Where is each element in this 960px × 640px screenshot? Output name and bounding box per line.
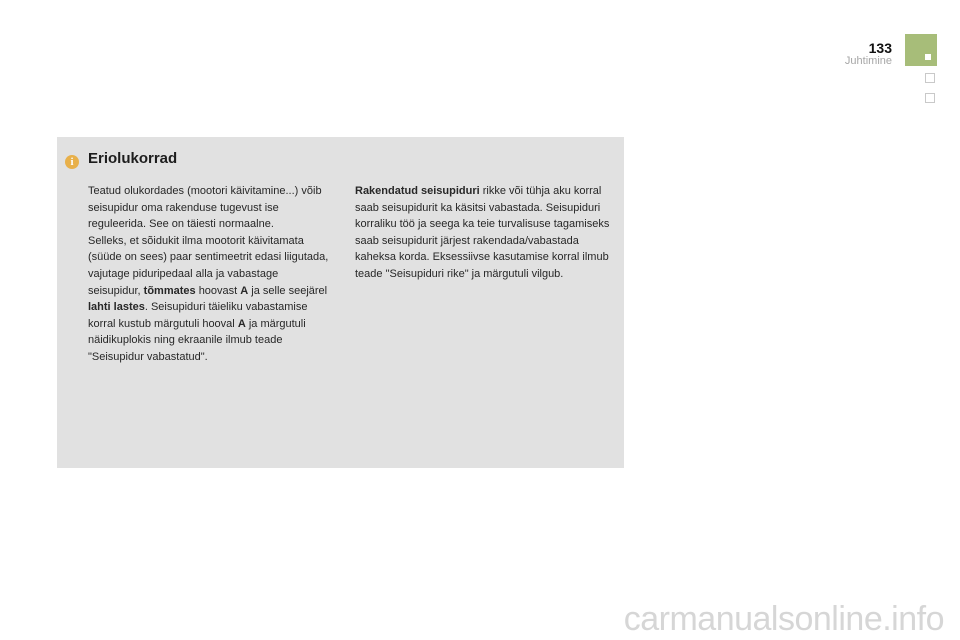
text-span: hoovast [198, 284, 238, 297]
text-span: ja märgutuli näidikuplokis ning ekraanile ilmub teade "Seisupidur vabastatud". [88, 317, 306, 363]
box-title: Eriolukorrad [88, 150, 178, 167]
tab-marker-icon [925, 54, 931, 60]
right-column [355, 183, 610, 283]
bold-term: Rakendatud seisupiduri [355, 185, 480, 197]
section-title: Juhtimine [844, 55, 892, 67]
info-icon: i [65, 155, 79, 169]
bold-term: A [240, 284, 249, 297]
bold-term: A [237, 317, 246, 330]
section-tab-active [905, 34, 937, 66]
paragraph [88, 233, 333, 366]
page-number: 133 [868, 40, 892, 56]
text-span: ja selle seejärel [251, 284, 328, 297]
bold-term: lahti lastes [88, 301, 145, 314]
paragraph: Teatud olukordades (mootori käivitamine...) võib seisupidur oma rakenduse tugevust ise reguleerida. See on täiesti normaalne. [88, 185, 322, 231]
left-column [88, 183, 333, 366]
info-box [57, 137, 624, 468]
text-span: rikke või tühja aku korral saab seisupidurit ka käsitsi vabastada. Seisupiduri korraliku töö ja seega ka teie turvalisuse tagamiseks saab seisupidurit järjest rakendada/vabastada kaheksa korda. Eksessiivse kasutamise korral ilmub teade "Seisupiduri rike" ja märgutuli vilgub. [355, 185, 610, 280]
watermark: carmanualsonline.info [623, 600, 944, 638]
text-span: Selleks, et sõidukit ilma mootorit käivitamata (süüde on sees) paar sentimeetrit edasi liigutada, vajutage piduripedaal alla ja vabastage seisupidur, [88, 234, 329, 297]
text-span: . Seisupiduri täieliku vabastamise korral kustub märgutuli hooval [88, 301, 308, 330]
section-tab-empty [925, 73, 935, 83]
paragraph [355, 183, 610, 283]
section-tab-empty [925, 93, 935, 103]
bold-term: tõmmates [143, 284, 196, 297]
